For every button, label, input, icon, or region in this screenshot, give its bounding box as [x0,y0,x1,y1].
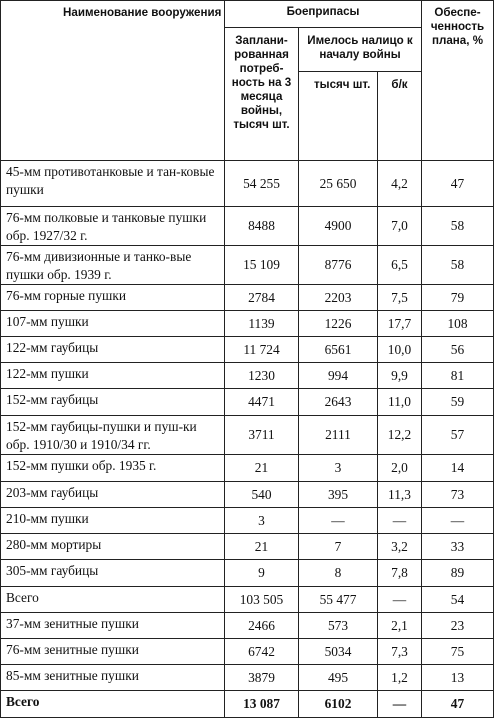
row-had: 55 477 [299,587,378,613]
row-name: 122-мм пушки [1,363,225,389]
row-pct: 59 [422,389,494,416]
row-had: 2111 [299,416,378,455]
header-planned: Заплани-рованная потреб-ность на 3 месяца войны, тысяч шт. [225,28,299,161]
row-pct: 79 [422,285,494,311]
table-row [1,587,494,613]
row-pct: — [422,508,494,534]
table-row [1,246,494,285]
row-bk: 9,9 [378,363,422,389]
row-planned: 103 505 [225,587,299,613]
header-thousand: тысяч шт. [299,72,378,161]
row-name: Всего [1,587,225,613]
table-row [1,455,494,482]
row-name: 76-мм зенитные пушки [1,639,225,665]
table-row [1,560,494,587]
table-row [1,613,494,639]
header-provision: Обеспе-ченность плана, % [422,1,494,161]
row-bk: 17,7 [378,311,422,337]
table-row [1,207,494,246]
row-planned: 1139 [225,311,299,337]
row-had: 495 [299,665,378,691]
row-had: 1226 [299,311,378,337]
table-row [1,416,494,455]
row-pct: 57 [422,416,494,455]
table-row [1,534,494,560]
row-name: 305-мм гаубицы [1,560,225,587]
row-planned: 15 109 [225,246,299,285]
row-name: 152-мм гаубицы [1,389,225,416]
row-bk: 7,5 [378,285,422,311]
row-bk: 7,0 [378,207,422,246]
row-bk: 1,2 [378,665,422,691]
row-had: 2203 [299,285,378,311]
table-row [1,508,494,534]
row-pct: 54 [422,587,494,613]
row-name: 152-мм пушки обр. 1935 г. [1,455,225,482]
row-pct: 58 [422,246,494,285]
row-planned: 8488 [225,207,299,246]
row-name: 37-мм зенитные пушки [1,613,225,639]
header-name: Наименование вооружения [1,1,225,161]
row-planned: 540 [225,482,299,508]
row-planned: 9 [225,560,299,587]
row-planned: 21 [225,534,299,560]
row-had: 573 [299,613,378,639]
row-planned: 13 087 [225,691,299,718]
row-had: 2643 [299,389,378,416]
row-pct: 81 [422,363,494,389]
table-body [1,161,494,718]
row-pct: 75 [422,639,494,665]
row-name: 122-мм гаубицы [1,337,225,363]
row-pct: 56 [422,337,494,363]
row-pct: 14 [422,455,494,482]
row-had: 5034 [299,639,378,665]
row-bk: 11,0 [378,389,422,416]
row-planned: 2466 [225,613,299,639]
row-bk: 10,0 [378,337,422,363]
row-had: 8776 [299,246,378,285]
row-bk: — [378,508,422,534]
table-row [1,285,494,311]
row-name: 152-мм гаубицы-пушки и пуш-ки обр. 1910/30 и 1910/34 гг. [1,416,225,455]
table-header [1,1,494,161]
row-planned: 3711 [225,416,299,455]
row-had: 6561 [299,337,378,363]
row-bk: 12,2 [378,416,422,455]
table-row [1,639,494,665]
row-name: Всего [1,691,225,718]
row-name: 280-мм мортиры [1,534,225,560]
row-had: 6102 [299,691,378,718]
row-planned: 2784 [225,285,299,311]
header-ammo: Боеприпасы [225,1,422,28]
row-name: 203-мм гаубицы [1,482,225,508]
row-bk: 7,3 [378,639,422,665]
row-name: 76-мм горные пушки [1,285,225,311]
row-bk: 2,0 [378,455,422,482]
row-bk: 6,5 [378,246,422,285]
row-bk: 7,8 [378,560,422,587]
row-bk: — [378,587,422,613]
row-bk: 3,2 [378,534,422,560]
row-pct: 47 [422,691,494,718]
row-planned: 1230 [225,363,299,389]
row-had: — [299,508,378,534]
row-planned: 54 255 [225,161,299,207]
row-had: 25 650 [299,161,378,207]
row-planned: 3 [225,508,299,534]
table-row [1,665,494,691]
row-pct: 108 [422,311,494,337]
row-planned: 3879 [225,665,299,691]
table-row [1,161,494,207]
table-row [1,311,494,337]
header-bk: б/к [378,72,422,161]
row-had: 8 [299,560,378,587]
row-planned: 4471 [225,389,299,416]
row-name: 107-мм пушки [1,311,225,337]
row-name: 76-мм полковые и танковые пушки обр. 1927/32 г. [1,207,225,246]
row-pct: 47 [422,161,494,207]
row-pct: 13 [422,665,494,691]
row-name: 45-мм противотанковые и тан-ковые пушки [1,161,225,207]
table-row [1,363,494,389]
row-bk: 4,2 [378,161,422,207]
table-row [1,337,494,363]
row-name: 76-мм дивизионные и танко-вые пушки обр. 1939 г. [1,246,225,285]
row-bk: 2,1 [378,613,422,639]
row-planned: 6742 [225,639,299,665]
row-pct: 23 [422,613,494,639]
row-pct: 58 [422,207,494,246]
header-had: Имелось налицо к началу войны [299,28,422,72]
row-name: 85-мм зенитные пушки [1,665,225,691]
row-planned: 21 [225,455,299,482]
row-had: 7 [299,534,378,560]
table-row [1,389,494,416]
row-pct: 33 [422,534,494,560]
row-name: 210-мм пушки [1,508,225,534]
table-row [1,482,494,508]
row-had: 994 [299,363,378,389]
row-had: 4900 [299,207,378,246]
row-planned: 11 724 [225,337,299,363]
table-row [1,691,494,718]
row-bk: 11,3 [378,482,422,508]
row-had: 395 [299,482,378,508]
row-had: 3 [299,455,378,482]
row-pct: 73 [422,482,494,508]
row-bk: — [378,691,422,718]
row-pct: 89 [422,560,494,587]
